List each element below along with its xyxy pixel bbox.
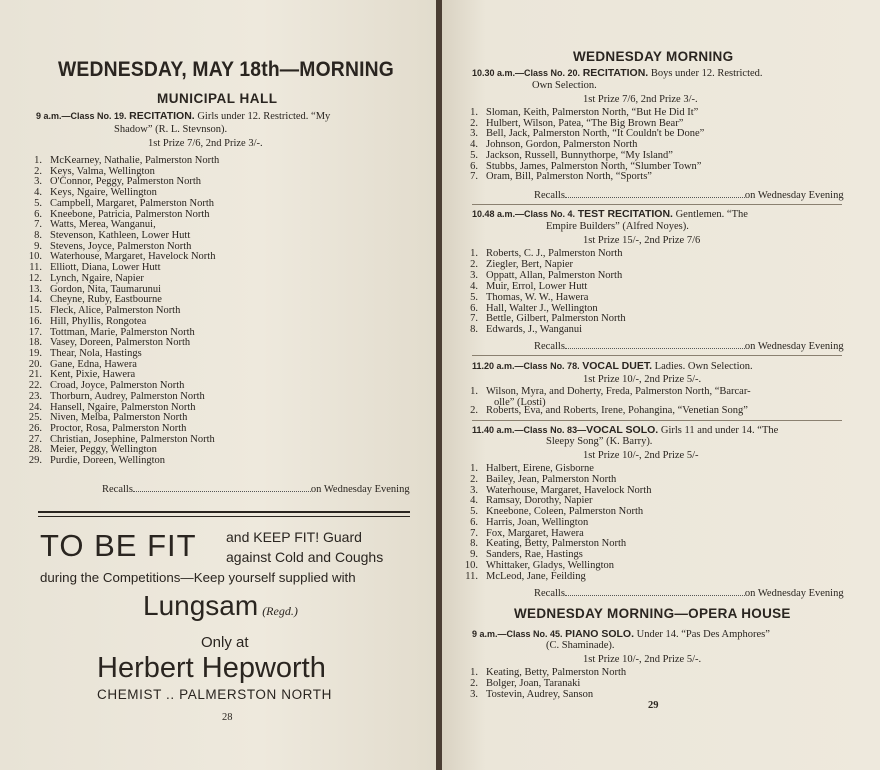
class-desc: Girls 11 and under 14. “The — [660, 425, 779, 436]
class-name: VOCAL DUET. — [582, 360, 653, 372]
class-time: 10.30 a.m. — [472, 68, 516, 78]
entry-text: Ramsay, Dorothy, Napier — [486, 495, 593, 507]
class-name: RECITATION. — [582, 67, 649, 79]
entry-number: 8. — [470, 538, 478, 550]
class-label: —Class No. 83— — [514, 425, 587, 435]
entry-number: 3. — [34, 176, 42, 188]
recalls-when: on Wednesday Evening — [744, 588, 844, 599]
entry-text: Gordon, Nita, Taumarunui — [50, 283, 162, 295]
class-45-header — [472, 628, 770, 641]
entry-text: Harris, Joan, Wellington — [486, 516, 589, 528]
list-item: 1. Wilson, Myra, and Doherty, Freda, Palmerston North, “Barcar- — [470, 386, 751, 397]
entry-number: 8. — [470, 324, 478, 336]
entry-number: 1. — [470, 248, 478, 259]
entry-number: 7. — [34, 219, 42, 231]
entry-text: Cheyne, Ruby, Eastbourne — [50, 294, 162, 306]
entry-number: 6. — [470, 302, 478, 314]
entry-text: Thorburn, Audrey, Palmerston North — [50, 390, 205, 402]
entry-text: Wilson, Myra, and Doherty, Freda, Palmerston North, “Barcar- — [486, 386, 751, 397]
entry-number: 16. — [28, 315, 42, 327]
class-time: 9 a.m. — [36, 111, 62, 121]
class-time: 10.48 a.m. — [472, 209, 516, 219]
class-4-prizes: 1st Prize 15/-, 2nd Prize 7/6 — [583, 235, 701, 246]
entry-number: 2. — [470, 117, 478, 129]
entry-number: 23. — [28, 390, 42, 402]
class-name: PIANO SOLO. — [565, 628, 635, 640]
entry-number: 10. — [464, 559, 478, 571]
class-4-recalls — [534, 341, 844, 353]
entry-number: 22. — [28, 380, 42, 392]
entry-number: 3. — [470, 484, 478, 496]
class-desc: Ladies. Own Selection. — [654, 361, 753, 372]
recalls-dots — [565, 595, 745, 596]
entry-text: Waterhouse, Margaret, Havelock North — [486, 484, 652, 496]
entry-number: 3. — [470, 128, 478, 140]
entry-number: 13. — [28, 283, 42, 295]
class-time: 11.20 a.m. — [472, 361, 515, 371]
venue-title: MUNICIPAL HALL — [157, 91, 278, 106]
class-name: TEST RECITATION. — [577, 208, 673, 220]
left-page — [0, 0, 436, 770]
entry-text: Sloman, Keith, Palmerston North, “But He Did It” — [486, 107, 699, 118]
ad-rule-thin — [38, 516, 410, 517]
class-83-desc-2: Sleepy Song” (K. Barry). — [546, 436, 653, 447]
entry-text: Hulbert, Wilson, Patea, “The Big Brown Bear” — [486, 117, 684, 129]
entry-text: Thear, Nola, Hastings — [50, 347, 142, 359]
entry-number: 17. — [28, 326, 42, 338]
entry-text: Fox, Margaret, Hawera — [486, 527, 584, 539]
class-name: RECITATION. — [129, 110, 195, 122]
class-label: —Class No. 19. — [61, 111, 127, 121]
entry-number: 19. — [28, 347, 42, 359]
entry-text: Purdie, Doreen, Wellington — [50, 455, 166, 467]
entry-text: Edwards, J., Wanganui — [486, 324, 583, 336]
entry-number: 18. — [28, 337, 42, 349]
class-19-desc-2: Shadow” (R. L. Stevnson). — [114, 124, 228, 135]
entry-number: 29. — [28, 455, 42, 467]
recalls-dots — [565, 197, 745, 198]
entry-text: Bell, Jack, Palmerston North, “It Couldn't be Done” — [486, 128, 705, 140]
entry-number: 5. — [470, 506, 478, 517]
ad-line-2: against Cold and Coughs — [226, 549, 384, 565]
entry-text: McLeod, Jane, Feilding — [486, 570, 586, 582]
class-label: —Class No. 4. — [515, 209, 576, 219]
class-45-prizes: 1st Prize 10/-, 2nd Prize 5/-. — [583, 654, 702, 665]
entry-text: Muir, Errol, Lower Hutt — [486, 280, 588, 292]
entry-text: Stevens, Joyce, Palmerston North — [50, 240, 192, 252]
class-20-desc-2: Own Selection. — [532, 80, 597, 91]
entry-text: Stubbs, James, Palmerston North, “Slumber Town” — [486, 160, 702, 172]
entry-text: Whittaker, Gladys, Wellington — [486, 559, 615, 571]
entry-text: Roberts, C. J., Palmerston North — [486, 248, 623, 259]
entry-number: 1. — [470, 107, 478, 118]
entry-text: McKearney, Nathalie, Palmerston North — [50, 155, 220, 166]
entry-text: Watts, Merea, Wanganui, — [50, 219, 156, 231]
right-page-number: 29 — [648, 700, 659, 711]
divider — [472, 204, 842, 205]
recalls-label: Recalls — [534, 190, 565, 201]
ad-shop-name: Herbert Hepworth — [97, 652, 326, 684]
opera-house-title: WEDNESDAY MORNING—OPERA HOUSE — [514, 606, 791, 621]
entry-text: Lynch, Ngaire, Napier — [50, 272, 144, 284]
entry-number: 12. — [28, 272, 42, 284]
entry-number: 9. — [470, 549, 478, 560]
entry-number: 5. — [34, 197, 42, 209]
class-name: VOCAL SOLO. — [586, 424, 659, 436]
class-45-desc-2: (C. Shaminade). — [546, 640, 615, 651]
entry-number: 26. — [28, 423, 42, 434]
entry-text: Bailey, Jean, Palmerston North — [486, 473, 617, 485]
entry-number: 4. — [34, 187, 42, 199]
entry-text: Bolger, Joan, Taranaki — [486, 678, 581, 689]
entry-text: Gane, Edna, Hawera — [50, 358, 137, 370]
entry-number: 4. — [470, 495, 478, 507]
entry-text: Waterhouse, Margaret, Havelock North — [50, 251, 216, 263]
entry-number: 7. — [470, 527, 478, 539]
recalls-label: Recalls — [534, 341, 565, 352]
ad-address: CHEMIST .. PALMERSTON NORTH — [97, 687, 332, 702]
entry-text: Vasey, Doreen, Palmerston North — [50, 337, 191, 349]
entry-text: Bettle, Gilbert, Palmerston North — [486, 313, 626, 325]
list-item — [456, 572, 586, 583]
entry-text: olle” (Losti) — [494, 397, 546, 408]
entry-number: 24. — [28, 401, 42, 413]
entry-text: Christian, Josephine, Palmerston North — [50, 433, 215, 445]
class-label: —Class No. 20. — [515, 68, 581, 78]
entry-text: Tottman, Marie, Palmerston North — [50, 326, 195, 338]
ad-rule-double — [38, 511, 410, 513]
entry-number: 6. — [34, 208, 42, 220]
entry-text: Oppatt, Allan, Palmerston North — [486, 269, 623, 281]
class-4-header — [472, 208, 748, 221]
entry-text: Ziegler, Bert, Napier — [486, 258, 574, 270]
entry-number: 6. — [470, 160, 478, 172]
entry-number: 8. — [34, 230, 42, 242]
entry-number: 15. — [28, 305, 42, 317]
entry-number: 3. — [470, 269, 478, 281]
entry-number: 27. — [28, 433, 42, 445]
entry-number: 2. — [470, 258, 478, 270]
class-desc: Boys under 12. Restricted. — [650, 68, 763, 79]
right-page-title: WEDNESDAY MORNING — [573, 49, 734, 64]
list-item — [456, 690, 593, 701]
entry-text: Kent, Pixie, Hawera — [50, 369, 136, 381]
entry-number: 1. — [470, 667, 478, 678]
class-desc: Gentlemen. “The — [675, 209, 748, 220]
class-20-header — [472, 67, 763, 80]
entry-number: 7. — [470, 171, 478, 183]
class-4-desc-2: Empire Builders” (Alfred Noyes). — [546, 221, 689, 232]
entry-text: Roberts, Eva, and Roberts, Irene, Pohangina, “Venetian Song” — [486, 405, 748, 416]
recalls-when: on Wednesday Evening — [310, 484, 410, 495]
entry-number: 4. — [470, 280, 478, 292]
ad-only-at: Only at — [201, 634, 249, 651]
list-item — [20, 456, 165, 467]
entry-text: Tostevin, Audrey, Sanson — [486, 689, 594, 700]
entry-text: Hall, Walter J., Wellington — [486, 302, 598, 314]
entry-text: Fleck, Alice, Palmerston North — [50, 305, 181, 317]
ad-big-text: TO BE FIT — [40, 528, 197, 563]
entry-number: 1. — [470, 463, 478, 474]
entry-text: Meier, Peggy, Wellington — [50, 444, 157, 456]
class-83-prizes: 1st Prize 10/-, 2nd Prize 5/- — [583, 450, 699, 461]
left-page-title: WEDNESDAY, MAY 18th—MORNING — [58, 58, 394, 81]
entry-text: Croad, Joyce, Palmerston North — [50, 380, 185, 392]
recalls-label: Recalls — [102, 484, 133, 495]
class-19-header — [36, 110, 330, 123]
entry-text: Stevenson, Kathleen, Lower Hutt — [50, 230, 191, 242]
entry-number: 1. — [34, 155, 42, 166]
entry-number: 7. — [470, 313, 478, 325]
class-label: —Class No. 45. — [497, 629, 563, 639]
entry-text: Keys, Valma, Wellington — [50, 165, 155, 177]
entry-number: 9. — [34, 240, 42, 252]
entry-text: Thomas, W. W., Hawera — [486, 291, 589, 303]
entry-text: Elliott, Diana, Lower Hutt — [50, 262, 161, 274]
entry-number: 3. — [470, 689, 478, 700]
entry-number: 14. — [28, 294, 42, 306]
ad-regd: (Regd.) — [262, 604, 298, 618]
ad-product — [143, 590, 298, 622]
divider — [472, 420, 842, 421]
entry-text: O'Connor, Peggy, Palmerston North — [50, 176, 201, 188]
entry-text: Halbert, Eirene, Gisborne — [486, 463, 594, 474]
entry-text: Oram, Bill, Palmerston North, “Sports” — [486, 171, 652, 183]
recalls-when: on Wednesday Evening — [744, 341, 844, 352]
ad-product-name: Lungsam — [143, 590, 259, 621]
entry-text: Hill, Phyllis, Rongotea — [50, 315, 147, 327]
entry-text: Jackson, Russell, Bunnythorpe, “My Island” — [486, 149, 673, 161]
entry-number: 5. — [470, 149, 478, 161]
list-item — [456, 325, 582, 336]
entry-number: 2. — [34, 165, 42, 177]
ad-line-1: and KEEP FIT! Guard — [226, 529, 362, 545]
entry-text: Johnson, Gordon, Palmerston North — [486, 139, 638, 151]
entry-text: Proctor, Rosa, Palmerston North — [50, 423, 187, 434]
entry-text: Sanders, Rae, Hastings — [486, 549, 583, 560]
ad-line-3: during the Competitions—Keep yourself supplied with — [40, 570, 356, 585]
class-time: 11.40 a.m. — [472, 425, 515, 435]
class-20-recalls — [534, 190, 844, 202]
class-label: —Class No. 78. — [514, 361, 580, 371]
list-item: 2. Roberts, Eva, and Roberts, Irene, Pohangina, “Venetian Song” — [470, 405, 748, 416]
recalls-when: on Wednesday Evening — [744, 190, 844, 201]
entry-text: Campbell, Margaret, Palmerston North — [50, 197, 214, 209]
entry-text: Keys, Ngaire, Wellington — [50, 187, 157, 199]
class-78-header — [472, 360, 753, 373]
class-20-prizes: 1st Prize 7/6, 2nd Prize 3/-. — [583, 94, 698, 105]
entry-number: 2. — [470, 473, 478, 485]
recalls-line — [102, 484, 410, 496]
entry-number: 2. — [470, 678, 478, 689]
entry-number: 28. — [28, 444, 42, 456]
recalls-label: Recalls — [534, 588, 565, 599]
entry-text: Niven, Melba, Palmerston North — [50, 412, 188, 424]
entry-number: 25. — [28, 412, 42, 424]
class-19-prizes: 1st Prize 7/6, 2nd Prize 3/-. — [148, 138, 263, 149]
entry-text: Kneebone, Coleen, Palmerston North — [486, 506, 644, 517]
class-78-prizes: 1st Prize 10/-, 2nd Prize 5/-. — [583, 374, 702, 385]
entry-text: Keating, Betty, Palmerston North — [486, 538, 627, 550]
class-83-recalls — [534, 588, 844, 600]
entry-number: 10. — [28, 251, 42, 263]
class-desc: Girls under 12. Restricted. “My — [197, 111, 331, 122]
recalls-dots — [133, 491, 311, 492]
entry-number: 5. — [470, 291, 478, 303]
entry-number: 11. — [29, 262, 42, 274]
entry-number: 20. — [28, 358, 42, 370]
class-time: 9 a.m. — [472, 629, 498, 639]
left-page-number: 28 — [222, 712, 233, 723]
list-item — [456, 172, 652, 183]
entry-number: 6. — [470, 516, 478, 528]
recalls-dots — [565, 348, 745, 349]
entry-number: 4. — [470, 139, 478, 151]
entry-text: Hansell, Ngaire, Palmerston North — [50, 401, 196, 413]
class-desc: Under 14. “Pas Des Amphores” — [636, 629, 770, 640]
entry-number: 11. — [465, 570, 478, 582]
entry-text: Kneebone, Patricia, Palmerston North — [50, 208, 210, 220]
entry-number: 21. — [28, 369, 42, 381]
divider — [472, 355, 842, 356]
right-page — [442, 0, 880, 770]
entry-text: Keating, Betty, Palmerston North — [486, 667, 627, 678]
